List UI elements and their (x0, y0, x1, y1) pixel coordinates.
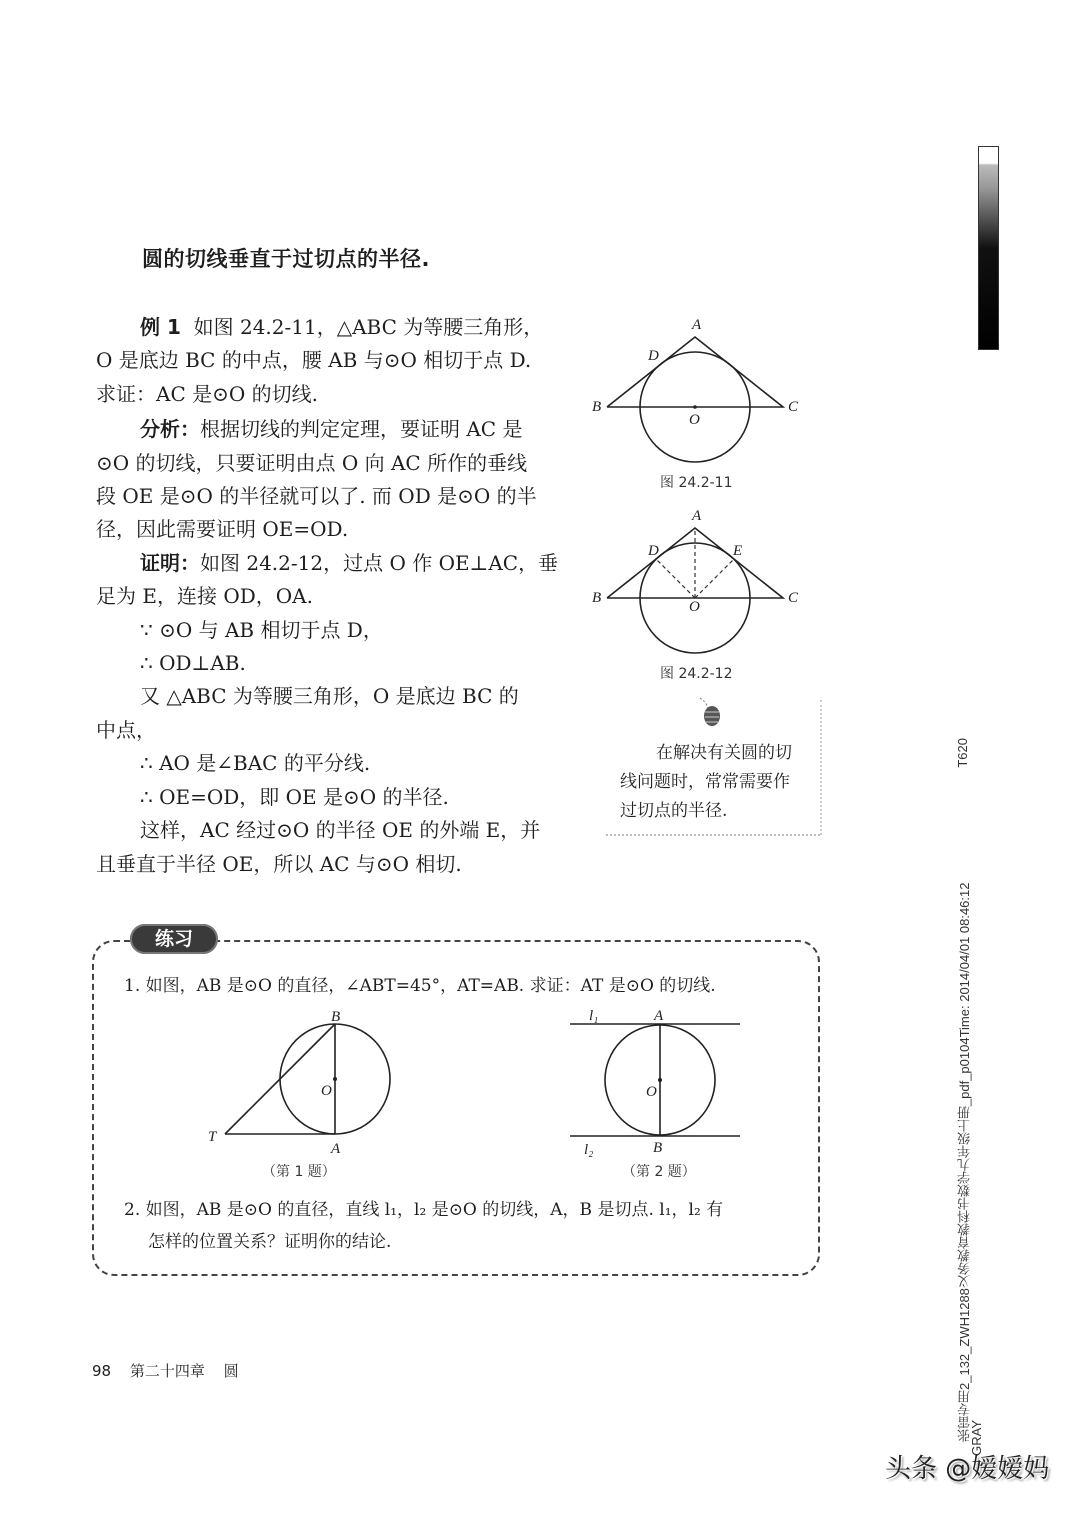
side-note-border (820, 700, 822, 835)
svg-text:C: C (788, 590, 799, 606)
page-number: 98 (92, 1362, 112, 1380)
svg-text:A: A (654, 1008, 664, 1024)
svg-text:O: O (321, 1083, 332, 1099)
exercise-caption-2: （第 2 题） (622, 1164, 696, 1180)
exercise-question-2: 2. 如图，AB 是⊙O 的直径，直线 l₁，l₂ 是⊙O 的切线，A，B 是切点. l₁，l₂ 有 怎样的位置关系？证明你的结论. (124, 1200, 724, 1252)
exercise-badge: 练习 (130, 924, 218, 954)
side-note: 在解决有关圆的切 线问题时，常常需要作 过切点的半径. (620, 743, 792, 821)
theorem-heading: 圆的切线垂直于过切点的半径. (142, 247, 430, 271)
example-label: 例 1 (140, 315, 181, 339)
exercise-figure-2 (565, 1008, 750, 1158)
svg-text:C: C (788, 399, 799, 415)
svg-text:B: B (653, 1140, 663, 1156)
svg-text:O: O (689, 412, 700, 428)
svg-text:A: A (331, 1141, 341, 1157)
figure-caption-1: 图 24.2-11 (660, 475, 733, 491)
figure-24-2-11 (585, 312, 815, 472)
chapter-title: 圆 (223, 1362, 239, 1380)
exercise-caption-1: （第 1 题） (262, 1164, 336, 1180)
proof-label: 证明： (140, 550, 200, 575)
figure-caption-2: 图 24.2-12 (660, 666, 733, 682)
exercise-question-1: 1. 如图，AB 是⊙O 的直径，∠ABT=45°，AT=AB. 求证：AT 是⊙O 的切线. (124, 976, 716, 996)
analysis-label: 分析： (140, 417, 200, 442)
exercise-figure-1 (200, 1008, 400, 1158)
chapter-label: 第二十四章 (129, 1362, 205, 1380)
svg-text:A: A (692, 317, 702, 333)
scan-code: T620 (955, 738, 970, 768)
figure-24-2-12 (585, 503, 815, 663)
svg-text:B: B (592, 590, 602, 606)
svg-text:E: E (733, 543, 743, 559)
svg-text:B: B (592, 399, 602, 415)
scan-info: 张雷专用2_132_ZWH1288义务教育教科书数学九年级上册_pdf_p0104Time: 2014/04/01 08:46:12 (957, 882, 972, 1442)
side-note-border (606, 834, 820, 836)
svg-text:D: D (648, 543, 659, 559)
main-text: 例 1 如图 24.2-11，△ABC 为等腰三角形， O 是底边 BC 的中点，腰 AB 与⊙O 相切于点 D. 求证：AC 是⊙O 的切线. 分析：根据切线的判定定理，要证明 AC 是 ⊙O 的切线，只要证明由点 O 向 AC 所作的垂线 段 OE 是⊙O 的半径就可以了. 而 OD 是⊙O 的半 径，因此需要证明 OE=OD. 证明：如图 24.2-12，过点 O 作 OE⊥AC，垂 足为 E，连接 OD，OA. ∵ ⊙O 与 AB 相切于点 D， ∴ OD⊥AB. 又 △ABC 为等腰三角形，O 是底边 BC 的 中点， ∴ AO 是∠BAC 的平分线. ∴ OE=OD，即 OE 是⊙O 的半径. 这样，AC 经过⊙O 的半径 OE 的外端 E，并 且垂直于半径 OE，所以 AC 与⊙O 相切. (96, 315, 559, 876)
svg-text:O: O (646, 1084, 657, 1100)
grayscale-calibration-strip (978, 146, 999, 350)
svg-text:l₁: l₁ (589, 1008, 599, 1024)
svg-text:T: T (208, 1129, 217, 1145)
pine-cone-icon (690, 692, 730, 732)
svg-text:B: B (331, 1009, 341, 1025)
gray-label: GRAY (969, 1420, 984, 1456)
watermark: 头条 @嫒嫒妈 (885, 1454, 1050, 1484)
svg-text:D: D (648, 348, 659, 364)
svg-text:A: A (692, 508, 702, 524)
page-footer (92, 1360, 253, 1381)
svg-text:l₂: l₂ (584, 1142, 594, 1158)
svg-text:O: O (689, 599, 700, 615)
